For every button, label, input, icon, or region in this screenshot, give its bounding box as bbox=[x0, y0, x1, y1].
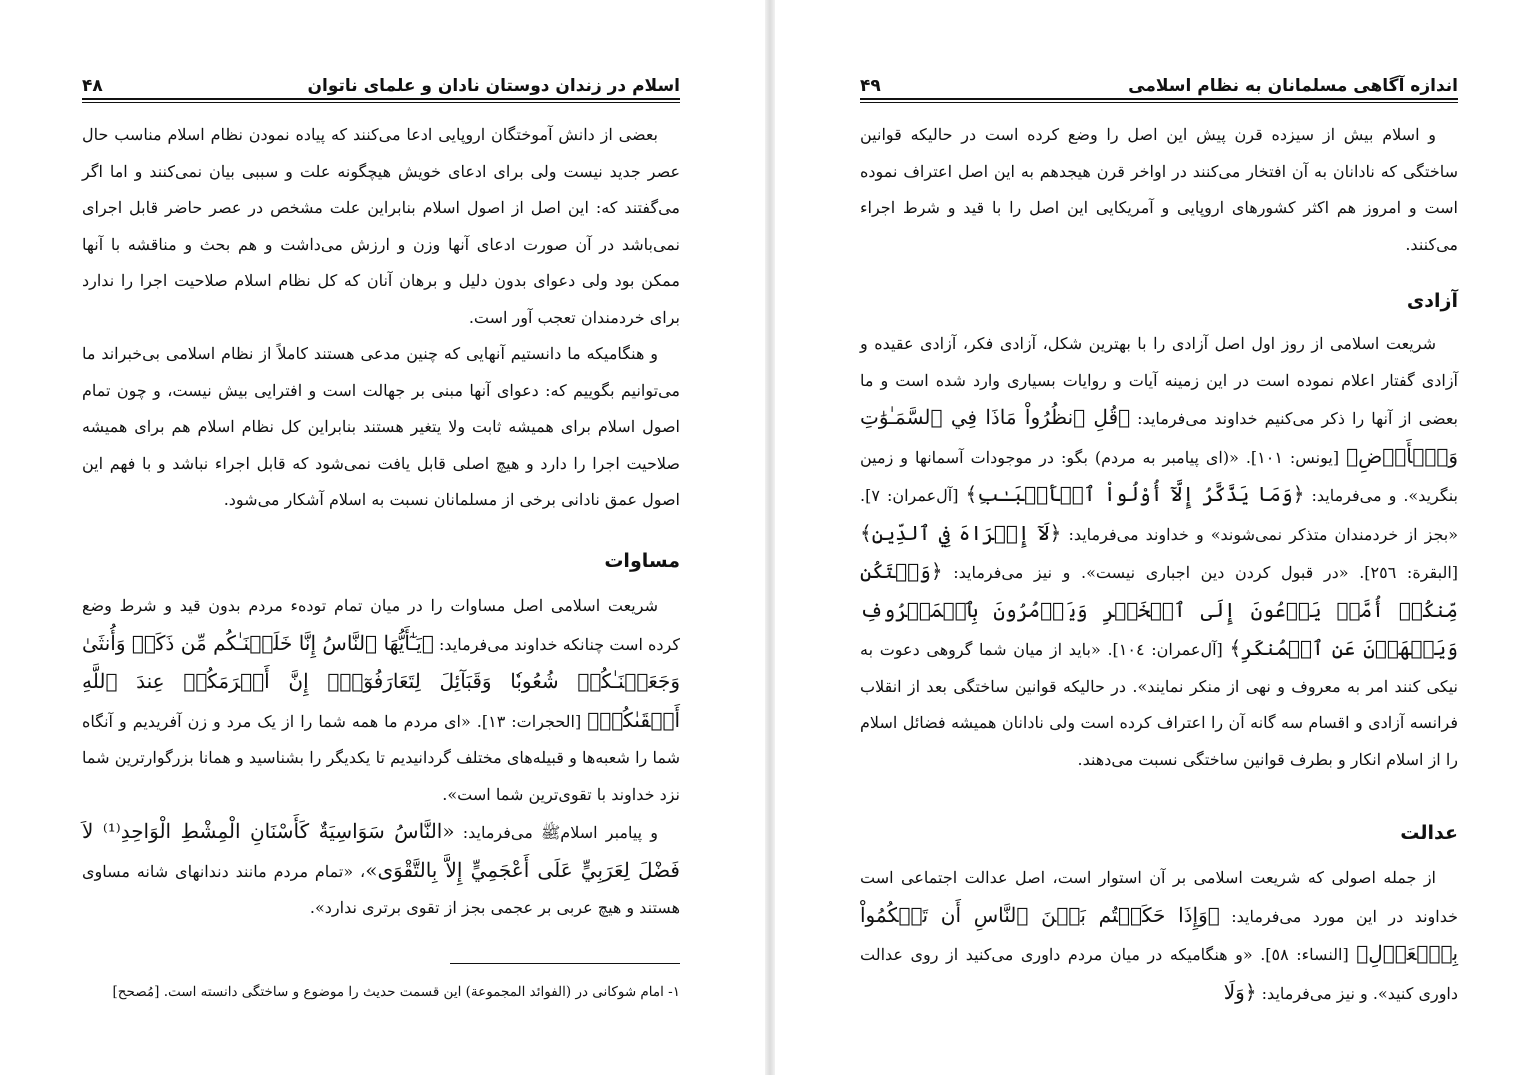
paragraph bbox=[860, 326, 1458, 778]
paragraph-text: از جمله اصولی که شریعت اسلامی بر آن استوار است، اصل عدالت اجتماعی است خداوند در این مورد می‌فرماید: bbox=[860, 868, 1458, 926]
quran-verse: ﴿وَمَا يَذَّكَّرُ إِلَّآ أُوْلُواْ ٱلۡأَلۡبَـٰبِ﴾ bbox=[965, 482, 1305, 506]
right-page bbox=[775, 0, 1540, 1075]
paragraph-text: و پیامبر اسلامﷺ می‌فرماید: bbox=[454, 823, 658, 842]
paragraph-text: [آل‌عمران: ٧]. «بجز از خردمندان متذکر نمی‌شوند» و خداوند می‌فرماید: bbox=[860, 486, 1459, 544]
paragraph-text: شریعت اسلامی اصل مساوات را در میان تمام توده‌ء مردم بدون قید و شرط وضع کرده است چنانکه خداوند می‌فرماید: bbox=[82, 596, 680, 654]
paragraph-text: [یونس: ١٠١]. «(ای پیامبر به مردم) بگو: در موجودات آسمانها و زمین بنگرید». و می‌فرماید: bbox=[860, 447, 1458, 505]
header-rule-thin bbox=[82, 102, 680, 103]
left-body-bottom bbox=[82, 588, 680, 927]
footnote-rule bbox=[450, 963, 680, 964]
paragraph: بعضی از دانش آموختگان اروپایی ادعا می‌کنند که پیاده نمودن نظام اسلام مناسب حال عصر جدید نیست ولی برای ادعای خویش هیچگونه علت و سببی بیان نمی‌کنند و اما اگر می‌گفتند که: این اصل از اصول اسلام بنابراین علت مشخص در عصر حاضر قابل اجرای نمی‌باشد در آن صورت ادعای آنها وزن و ارزش می‌داشت و هم بحث و مناقشه با آنها ممکن بود ولی دعوای بدون دلیل و برهان آنان که کل نظام اسلام صلاحیت اجرا را ندارد برای خردمندان تعجب آور است. bbox=[82, 125, 680, 327]
running-title: اسلام در زندان دوستان نادان و علمای ناتوان bbox=[307, 76, 680, 96]
right-body-bottom bbox=[860, 860, 1458, 1012]
quran-verse: ﴿وَلَا bbox=[1223, 979, 1257, 1004]
hadith-text: «النَّاسُ سَوَاسِيَةٌ كَأَسْنَانِ الْمِشْطِ الْوَاحِدِ⁽¹⁾ لاَ فَضْلَ لِعَرَبِيٍّ عَلَى أَعْجَمِيٍّ إِلاَّ بِالتَّقْوَى» bbox=[82, 819, 680, 882]
header-rule bbox=[860, 98, 1458, 100]
page-number: ۴۸ bbox=[82, 76, 103, 96]
paragraph-text: [الحجرات: ١٣]. «ای مردم ما همه شما را از یک مرد و زن آفریدیم و آنگاه شما را شعبه‌ها و قبیله‌های مختلف گردانیدیم تا یکدیگر را بشناسید و همانا بزرگوارترین شما نزد خداوند با تقوی‌ترین شما است». bbox=[82, 711, 680, 804]
left-page bbox=[0, 0, 765, 1075]
left-page-header bbox=[82, 66, 680, 96]
section-heading-justice: عدالت bbox=[1400, 822, 1458, 844]
quran-verse: ﴿يَـٰٓأَيُّهَا ٱلنَّاسُ إِنَّا خَلَقۡنَـٰكُم مِّن ذَكَرٖ وَأُنثَىٰ وَجَعَلۡنَـٰكُمۡ شُعُوبٗا وَقَبَآئِلَ لِتَعَارَفُوٓاْۚ إِنَّ أَكۡرَمَكُمۡ عِندَ ٱللَّهِ أَتۡقَىٰكُمۡ﴾ bbox=[82, 630, 680, 732]
header-rule bbox=[82, 98, 680, 100]
right-page-header bbox=[860, 66, 1458, 96]
book-gutter bbox=[765, 0, 775, 1075]
quran-verse: ﴿وَإِذَا حَكَمۡتُم بَيۡنَ ٱلنَّاسِ أَن تَحۡكُمُواْ بِٱلۡعَدۡلِ﴾ bbox=[860, 902, 1459, 965]
paragraph: و هنگامیکه ما دانستیم آنهایی که چنین مدعی هستند کاملاً از نظام اسلامی بی‌خبراند ما می‌توانیم بگوییم که: دعوای آنها مبنی بر جهالت است و افترایی بیش نیست، و چون تمام اصول اسلام برای همیشه ثابت ولا یتغیر هستند بنابراین کل نظام اسلام هم برای همیشه صلاحیت اجرا را دارد و هیچ اصلی قابل یافت نمی‌شود که قابل اجراء نباشد و با فهم این اصول عمق نادانی برخی از مسلمانان نسبت به اسلام آشکار می‌شود. bbox=[82, 344, 681, 509]
running-title: اندازه آگاهی مسلمانان به نظام اسلامی bbox=[1128, 76, 1458, 96]
section-heading-freedom: آزادی bbox=[1406, 290, 1458, 312]
left-body-top bbox=[82, 117, 680, 519]
section-heading-equality: مساوات bbox=[604, 550, 680, 572]
paragraph-text: شریعت اسلامی از روز اول اصل آزادی را با بهترین شکل، آزادی فکر، آزادی عقیده و آزادی گفتار اعلام نموده است در این زمینه آیات و روایات بسیاری وارد شده است و ما بعضی از آنها را ذکر می‌کنیم خداوند می‌فرماید: bbox=[860, 334, 1458, 428]
paragraph-text: [النساء: ٥٨]. «و هنگامیکه در میان مردم داوری می‌کنید از روی عدالت داوری کنید». و نیز می‌فرماید: bbox=[860, 945, 1458, 1003]
footnote: ١- امام شوکانی در (الفوائد المجموعة) این قسمت حدیث را موضوع و ساختگی دانسته است. [مُصحح] bbox=[112, 984, 680, 1000]
paragraph bbox=[82, 588, 680, 813]
right-body-top bbox=[860, 117, 1458, 263]
paragraph-text: [آل‌عمران: ١٠٤]. «باید از میان شما گروهی دعوت به نیکی کنند امر به معروف و نهی از منکر نمایند». در حالیکه قوانین ساختگی بعد از انقلاب فرانسه آزادی و اقسام سه گانه آن را اعتراف کرده است ولی نادانان همیشه فضائل اسلام را از اسلام انکار و بطرف قوانین ساختگی نسبت می‌دهند. bbox=[860, 640, 1458, 769]
paragraph-text: [البقرة: ٢٥٦]. «در قبول کردن دین اجباری نیست». و نیز می‌فرماید: bbox=[942, 563, 1459, 582]
quran-verse: ﴿لَآ إِكۡرَاهَ فِي ٱلدِّينِ﴾ bbox=[860, 520, 1062, 545]
quran-verse: ﴿وَلۡتَكُن مِّنكُمۡ أُمَّةٞ يَدۡعُونَ إِلَى ٱلۡخَيۡرِ وَيَأۡمُرُونَ بِٱلۡمَعۡرُوفِ وَيَنۡهَوۡنَ عَنِ ٱلۡمُنكَرِ﴾ bbox=[860, 559, 1458, 660]
paragraph-text: ، «تمام مردم مانند دندانهای شانه مساوی هستند و هیچ عربی بر عجمی بجز از تقوی برتری ندارد». bbox=[82, 861, 680, 917]
paragraph bbox=[860, 860, 1458, 1012]
quran-verse: ﴿قُلِ ٱنظُرُواْ مَاذَا فِي ٱلسَّمَـٰوَٰتِ وَٱلۡأَرۡضِ﴾ bbox=[860, 405, 1459, 468]
paragraph: و اسلام بیش از سیزده قرن پیش این اصل را وضع کرده است در حالیکه قوانین ساختگی که نادانان به آن افتخار می‌کنند در اواخر قرن هیجدهم به این اصل اعتراف نموده است و امروز هم اکثر کشورهای اروپایی و آمریکایی این اصل را با قید و شرط اجراء می‌کنند. bbox=[860, 125, 1458, 254]
paragraph bbox=[82, 813, 680, 927]
page-number: ۴۹ bbox=[860, 76, 881, 96]
right-body-middle bbox=[860, 326, 1458, 778]
header-rule-thin bbox=[860, 102, 1458, 103]
